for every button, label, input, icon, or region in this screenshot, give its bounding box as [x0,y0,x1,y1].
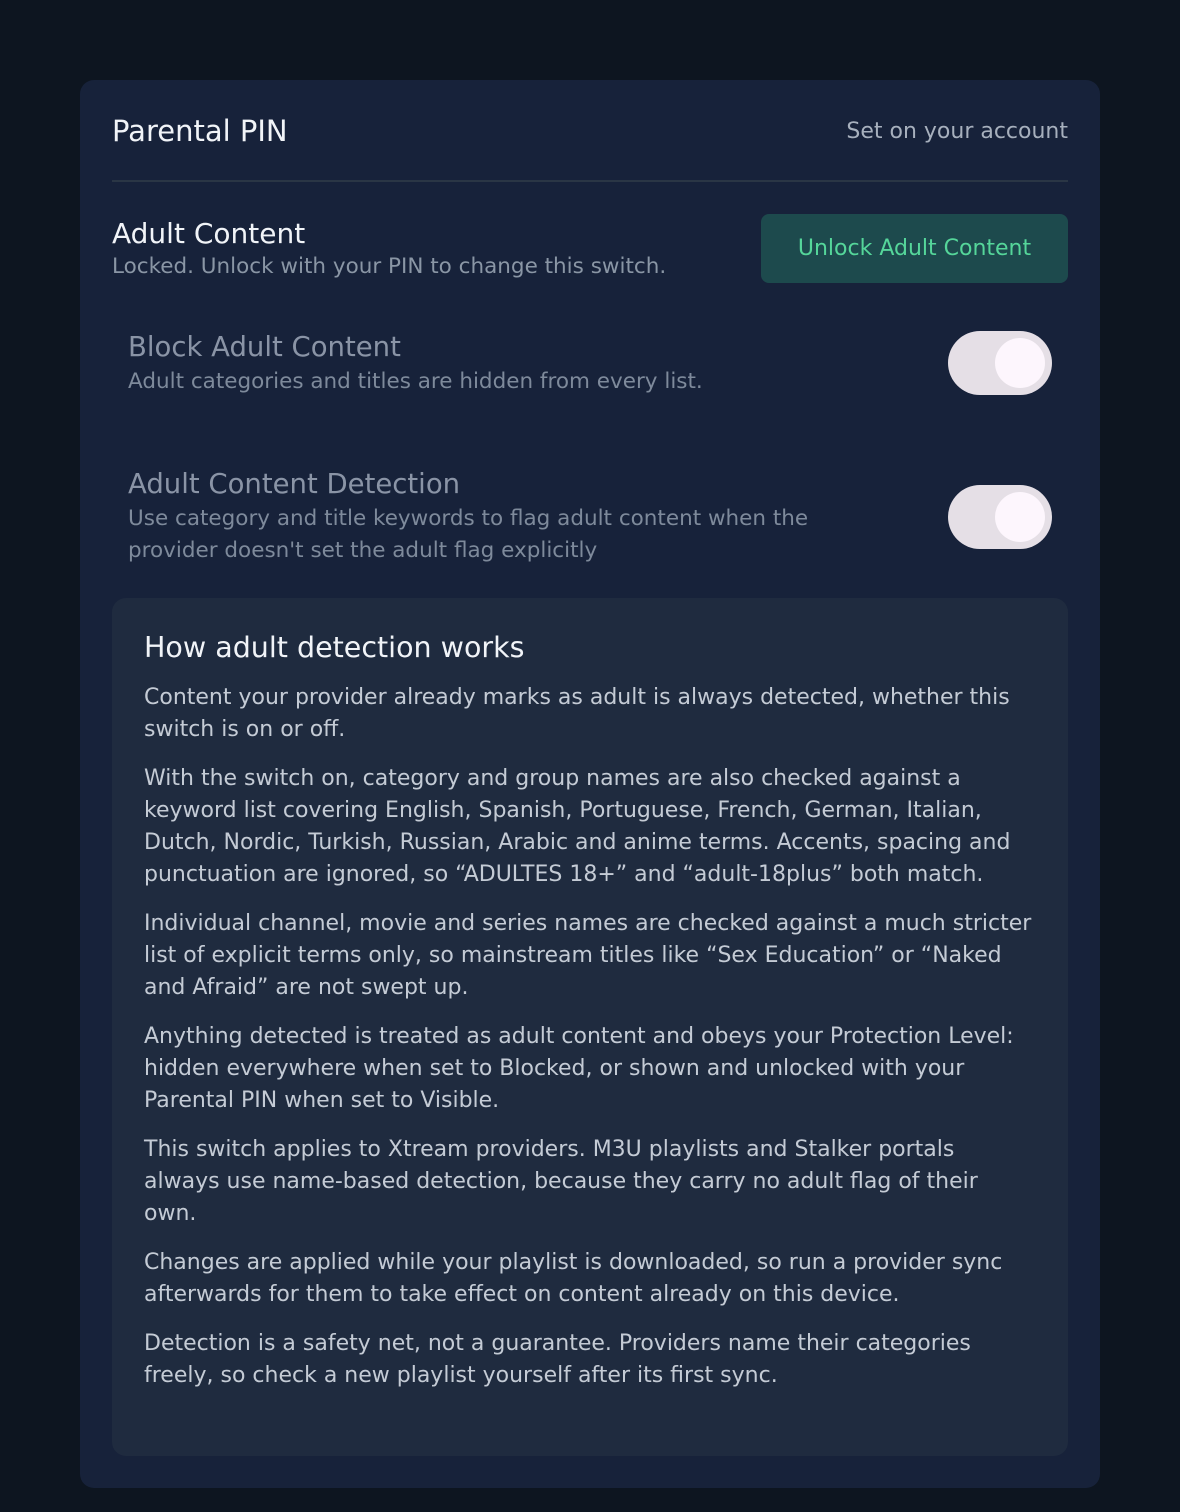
block-adult-content-toggle[interactable] [948,331,1052,395]
setting-description: Adult categories and titles are hidden from every list. [128,369,703,394]
setting-description: Use category and title keywords to flag adult content when the provider doesn't set the adult flag explicitly [128,506,809,563]
parental-pin-row[interactable] [112,110,1068,152]
adult-content-subtitle: Locked. Unlock with your PIN to change this switch. [112,254,667,279]
unlock-adult-content-button[interactable]: Unlock Adult Content [761,214,1068,283]
info-title: How adult detection works [144,631,525,664]
info-paragraph: Anything detected is treated as adult content and obeys your Protection Level: hidden everywhere when set to Blocked, or shown and unlocked with your Parental PIN when set to Visible. [144,1024,1014,1113]
info-paragraph: With the switch on, category and group names are also checked against a keyword list covering English, Spanish, Portuguese, French, German, Italian, Dutch, Nordic, Turkish, Russian, Arabic and anime terms. Accents, spacing and punctuation are ignored, so “ADULTES 18+” and “adult-18plus” both match. [144,766,1011,887]
setting-title: Block Adult Content [128,331,401,363]
info-paragraph: This switch applies to Xtream providers. M3U playlists and Stalker portals always use name-based detection, because they carry no adult flag of their own. [144,1137,978,1226]
toggle-knob [995,492,1045,542]
adult-content-title: Adult Content [112,217,306,250]
setting-adult-content-detection [128,465,1052,575]
parental-pin-status: Set on your account [846,118,1068,144]
toggle-knob [995,338,1045,388]
adult-content-header [112,214,666,280]
info-paragraph: Changes are applied while your playlist is downloaded, so run a provider sync afterwards for them to take effect on content already on this device. [144,1250,1003,1307]
adult-content-detection-toggle[interactable] [948,485,1052,549]
info-paragraph: Detection is a safety net, not a guarantee. Providers name their categories freely, so check a new playlist yourself after its first sync. [144,1331,971,1388]
setting-title: Adult Content Detection [128,468,461,500]
setting-block-adult-content [128,328,1052,398]
parental-pin-title: Parental PIN [112,114,288,148]
divider [112,180,1068,182]
parental-controls-card [80,80,1100,1488]
detection-info-box [112,598,1068,1456]
info-paragraph: Individual channel, movie and series names are checked against a much stricter list of explicit terms only, so mainstream titles like “Sex Education” or “Naked and Afraid” are not swept up. [144,911,1032,1000]
info-paragraph: Content your provider already marks as adult is always detected, whether this switch is on or off. [144,685,1010,742]
